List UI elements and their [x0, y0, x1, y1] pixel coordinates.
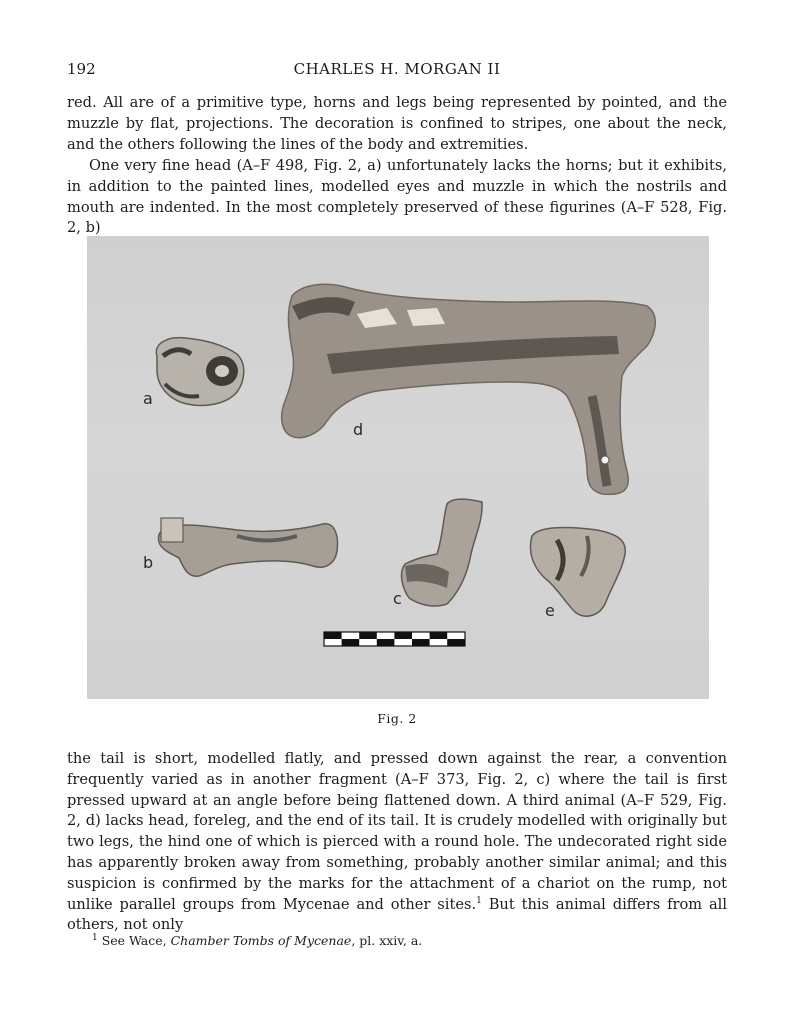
figure-caption: Fig. 2	[377, 711, 417, 726]
figurine-photo	[87, 236, 709, 699]
figure-photograph	[87, 236, 709, 699]
footnote	[92, 933, 722, 948]
paragraph-3-text: the tail is short, modelled flatly, and pressed down against the rear, a convention frequently varied as in another fragment (A–F 373, Fig. 2, c) where the tail is first pressed upward at an angle before being flattened down. A third animal (A–F 529, Fig. 2, d) lacks head, foreleg, and the end of its tail. It is crudely modelled with originally but two legs, the hind one of which is pierced with a round hole. The undecorated right side has apparently broken away from something, probably another similar animal; and this suspicion is confirmed by the marks for the attachment of a chariot on the rump, not unlike parallel groups from Mycenae and other sites.	[67, 750, 727, 913]
figurine-a	[156, 338, 243, 406]
label-d: d	[353, 420, 364, 439]
scale-bar	[324, 632, 465, 646]
paragraph-3	[67, 749, 727, 936]
page-number: 192	[67, 60, 96, 78]
label-c: c	[393, 589, 402, 608]
figurine-b	[158, 518, 337, 576]
footnote-marker: 1	[92, 932, 98, 943]
footnote-reference: 1	[476, 895, 482, 906]
figurine-c	[402, 499, 483, 606]
label-b: b	[143, 553, 154, 572]
footnote-suffix: , pl. xxiv, a.	[351, 933, 423, 948]
label-e: e	[545, 601, 555, 620]
footnote-prefix: See Wace,	[97, 933, 171, 948]
label-a: a	[143, 389, 153, 408]
paragraph-2: One very fine head (A–F 498, Fig. 2, a) unfortunately lacks the horns; but it exhibits, in addition to the painted lines, modelled eyes and muzzle in which the nostrils and mouth are indented. In the most completely preserved of these figurines (A–F 528, Fig. 2, b)	[67, 157, 727, 237]
paragraph-1: red. All are of a primitive type, horns and legs being represented by pointed, and the muzzle by flat, projections. The decoration is confined to stripes, one about the neck, and the others following the lines of the body and extremities.	[67, 94, 727, 153]
figurine-d	[282, 284, 656, 494]
footnote-title: Chamber Tombs of Mycenae	[170, 933, 352, 948]
running-head: CHARLES H. MORGAN II	[293, 60, 501, 78]
page-header	[67, 60, 727, 80]
paragraph-3-tail: But this animal differs from all others, not only	[67, 895, 728, 934]
